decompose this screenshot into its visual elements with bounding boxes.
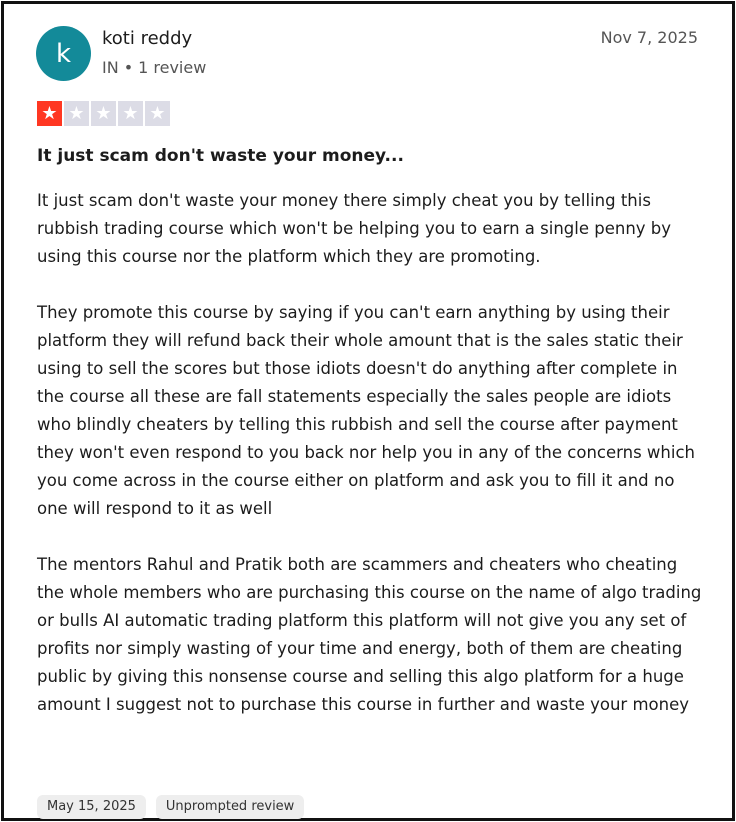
review-card [1,1,735,821]
review-tags [37,795,304,819]
avatar[interactable]: k [36,26,91,81]
review-paragraph: They promote this course by saying if you can't earn anything by using their platform they will refund back their whole amount that is the sales static their using to sell the scores but those idiots doesn't do anything after complete in the course all these are fall statements especially the sales people are idiots who blindly cheaters by telling this rubbish and sell the course after payment they won't even respond to you back nor help you in any of the concerns which you come across in the course either on platform and ask you to fill it and no one will respond to it as well [37,303,695,518]
star-filled-icon: ★ [37,101,62,126]
review-title[interactable]: It just scam don't waste your money... [37,146,404,166]
unprompted-review-badge[interactable]: Unprompted review [156,795,304,819]
reviewer-name[interactable]: koti reddy [102,28,193,49]
separator-dot: • [123,58,134,77]
star-empty-icon: ★ [64,101,89,126]
review-date: Nov 7, 2025 [600,28,698,47]
experience-date-badge: May 15, 2025 [37,795,146,819]
reviewer-country: IN [102,58,119,77]
star-empty-icon: ★ [118,101,143,126]
reviewer-review-count[interactable]: 1 review [138,58,207,77]
review-paragraph: It just scam don't waste your money there simply cheat you by telling this rubbish trading course which won't be helping you to earn a single penny by using this course nor the platform which they are promoting. [37,191,672,266]
star-empty-icon: ★ [91,101,116,126]
review-body [37,187,705,719]
star-empty-icon: ★ [145,101,170,126]
star-rating [37,101,170,126]
review-paragraph: The mentors Rahul and Pratik both are scammers and cheaters who cheating the whole members who are purchasing this course on the name of algo trading or bulls AI automatic trading platform this platform will not give you any set of profits nor simply wasting of your time and energy, both of them are cheating public by giving this nonsense course and selling this algo platform for a huge amount I suggest not to purchase this course in further and waste your money [37,555,702,714]
reviewer-meta [102,58,206,77]
